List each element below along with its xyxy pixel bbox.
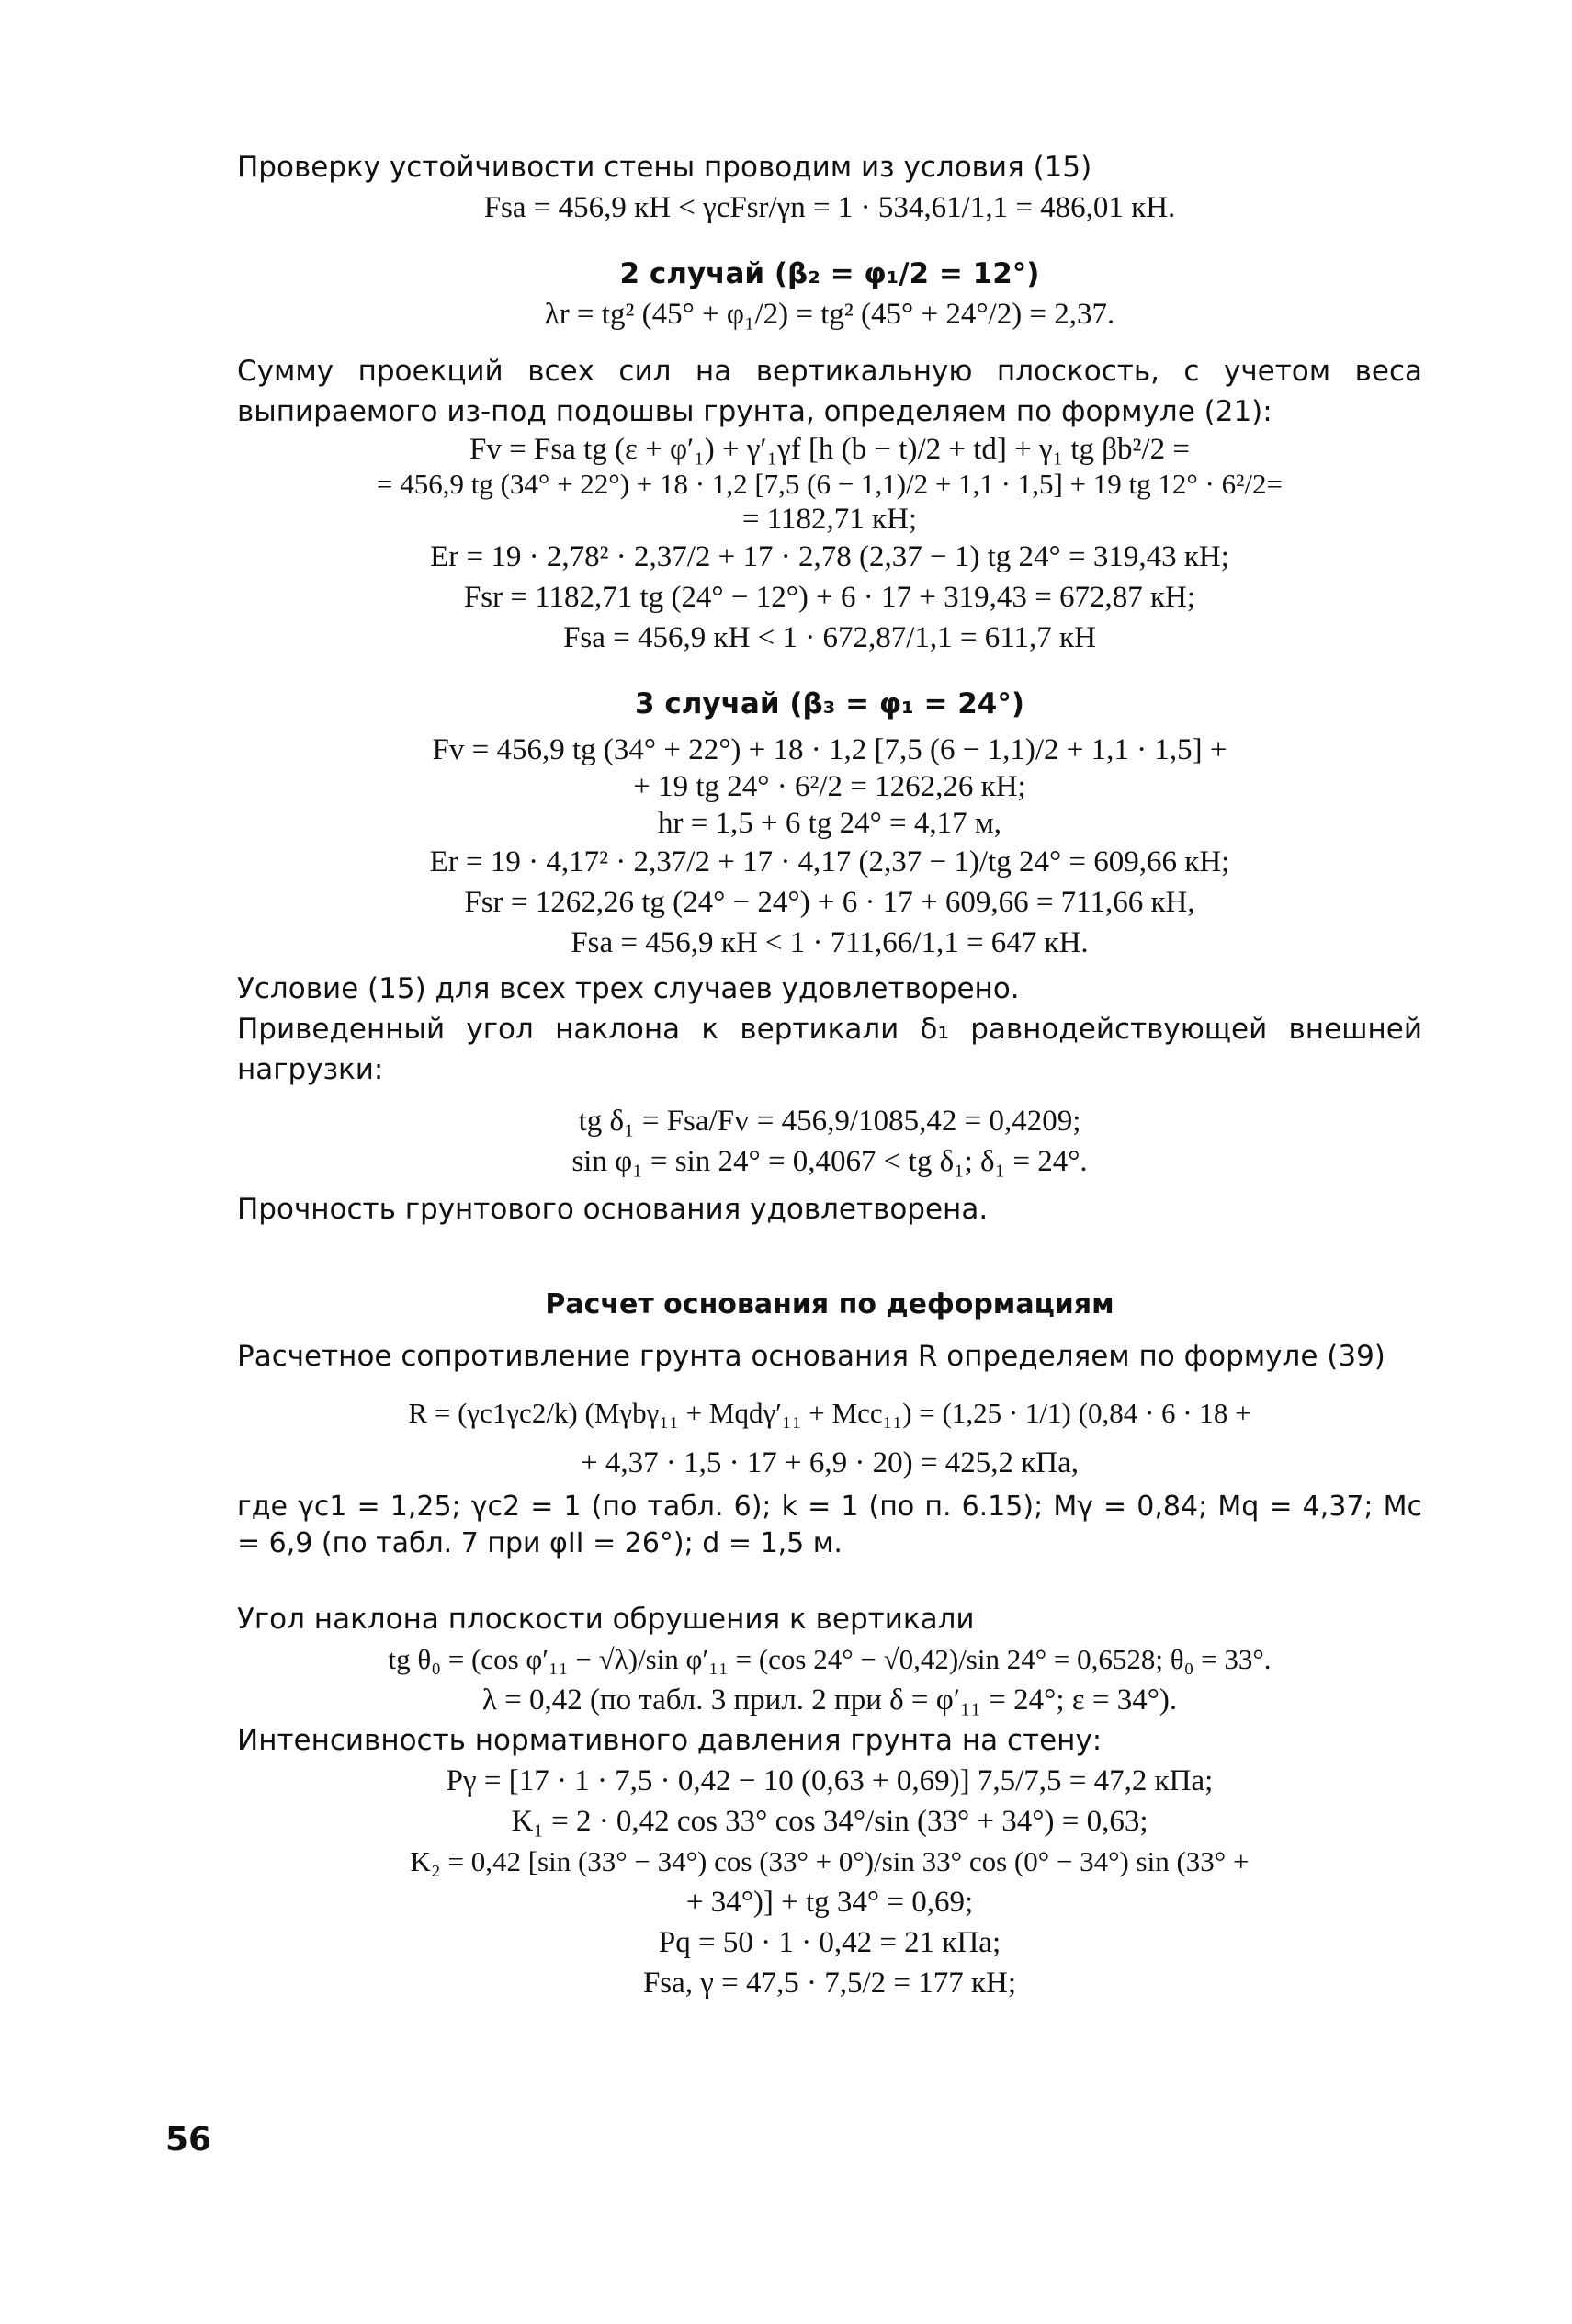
formula-line: Er = 19 · 4,17² · 2,37/2 + 17 · 4,17 (2,37 − 1)/tg 24° = 609,66 кН; [429, 845, 1230, 879]
formula-line: Pq = 50 · 1 · 0,42 = 21 кПа; [658, 1926, 1001, 1959]
formula-line: λr = tg² (45° + φ₁/2) = tg² (45° + 24°/2) = 2,37. [544, 298, 1115, 331]
formula-line: + 34°)] + tg 34° = 0,69; [685, 1886, 974, 1919]
formula-line: K₁ = 2 · 0,42 cos 33° cos 34°/sin (33° + 34°) = 0,63; [511, 1805, 1148, 1838]
paragraph-pressure-intensity: Интенсивность нормативного давления грунта на стену: [237, 1724, 1103, 1757]
case-2-heading: 2 случай (β₂ = φ₁/2 = 12°) [619, 257, 1040, 290]
paragraph-design-resistance: Расчетное сопротивление грунта основания R определяем по формуле (39) [237, 1340, 1385, 1373]
formula-line: sin φ₁ = sin 24° = 0,4067 < tg δ₁; δ₁ = 24°. [571, 1145, 1088, 1178]
formula-line: Fsa = 456,9 кН < γcFsr/γn = 1 · 534,61/1,1 = 486,01 кН. [483, 191, 1176, 224]
formula-line: Fv = Fsa tg (ε + φ′₁) + γ′₁γf [h (b − t)/2 + td] + γ₁ tg βb²/2 = [469, 433, 1190, 466]
formula-line: Fsa = 456,9 кН < 1 · 711,66/1,1 = 647 кН. [571, 926, 1089, 959]
formula-line: R = (γc1γc2/k) (Mγbγ₁₁ + Mqdγ′₁₁ + Mcc₁₁) = (1,25 · 1/1) (0,84 · 6 · 18 + [408, 1397, 1251, 1429]
case-3-heading: 3 случай (β₃ = φ₁ = 24°) [634, 687, 1025, 720]
formula-line: Fsr = 1262,26 tg (24° − 24°) + 6 · 17 + 609,66 = 711,66 кН, [464, 886, 1195, 919]
formula-line: = 1182,71 кН; [741, 503, 918, 536]
paragraph-condition-satisfied: Условие (15) для всех трех случаев удовлетворено. [237, 972, 1020, 1005]
paragraph-stability-check: Проверку устойчивости стены проводим из условия (15) [237, 151, 1092, 184]
formula-line: + 19 tg 24° · 6²/2 = 1262,26 кН; [633, 770, 1026, 803]
formula-line: Fsa, γ = 47,5 · 7,5/2 = 177 кН; [642, 1967, 1017, 2000]
page-number: 56 [165, 2121, 212, 2159]
formula-line: tg θ₀ = (cos φ′₁₁ − √λ)/sin φ′₁₁ = (cos 24° − √0,42)/sin 24° = 0,6528; θ₀ = 33°. [388, 1643, 1272, 1675]
formula-line: Pγ = [17 · 1 · 7,5 · 0,42 − 10 (0,63 + 0,69)] 7,5/7,5 = 47,2 кПа; [446, 1764, 1214, 1797]
paragraph-vertical-projection: Сумму проекций всех сил на вертикальную плоскость, с учетом веса выпираемого из-под подошвы грунта, определяем по формуле (21): [237, 355, 1422, 428]
formula-line: tg δ₁ = Fsa/Fv = 456,9/1085,42 = 0,4209; [578, 1105, 1081, 1138]
section-heading: Расчет основания по деформациям [545, 1288, 1114, 1321]
paragraph-coefficients: где γc1 = 1,25; γc2 = 1 (по табл. 6); k = 1 (по п. 6.15); Mγ = 0,84; Mq = 4,37; Mc = 6,9 (по табл. 7 при φII = 26°); d = 1,5 м. [237, 1491, 1422, 1559]
formula-line: K₂ = 0,42 [sin (33° − 34°) cos (33° + 0°)/sin 33° cos (0° − 34°) sin (33° + [410, 1845, 1250, 1877]
page-content [237, 147, 1422, 2003]
formula-line: Er = 19 · 2,78² · 2,37/2 + 17 · 2,78 (2,37 − 1) tg 24° = 319,43 кН; [430, 540, 1229, 573]
paragraph-strength-satisfied: Прочность грунтового основания удовлетворена. [237, 1193, 989, 1226]
formula-line: + 4,37 · 1,5 · 17 + 6,9 · 20) = 425,2 кПа, [580, 1446, 1080, 1479]
formula-line: λ = 0,42 (по табл. 3 прил. 2 при δ = φ′₁₁ = 24°; ε = 34°). [481, 1683, 1178, 1717]
formula-line: Fsr = 1182,71 tg (24° − 12°) + 6 · 17 + 319,43 = 672,87 кН; [463, 581, 1196, 614]
formula-line: Fsa = 456,9 кН < 1 · 672,87/1,1 = 611,7 кН [563, 621, 1096, 654]
formula-line: = 456,9 tg (34° + 22°) + 18 · 1,2 [7,5 (6 − 1,1)/2 + 1,1 · 1,5] + 19 tg 12° · 6²/2= [377, 468, 1283, 500]
formula-line: Fv = 456,9 tg (34° + 22°) + 18 · 1,2 [7,5 (6 − 1,1)/2 + 1,1 · 1,5] + [432, 733, 1227, 766]
paragraph-failure-plane: Угол наклона плоскости обрушения к вертикали [237, 1603, 975, 1636]
formula-line: hr = 1,5 + 6 tg 24° = 4,17 м, [657, 807, 1002, 840]
paragraph-reduced-angle: Приведенный угол наклона к вертикали δ₁ равнодействующей внешней нагрузки: [237, 1013, 1422, 1086]
